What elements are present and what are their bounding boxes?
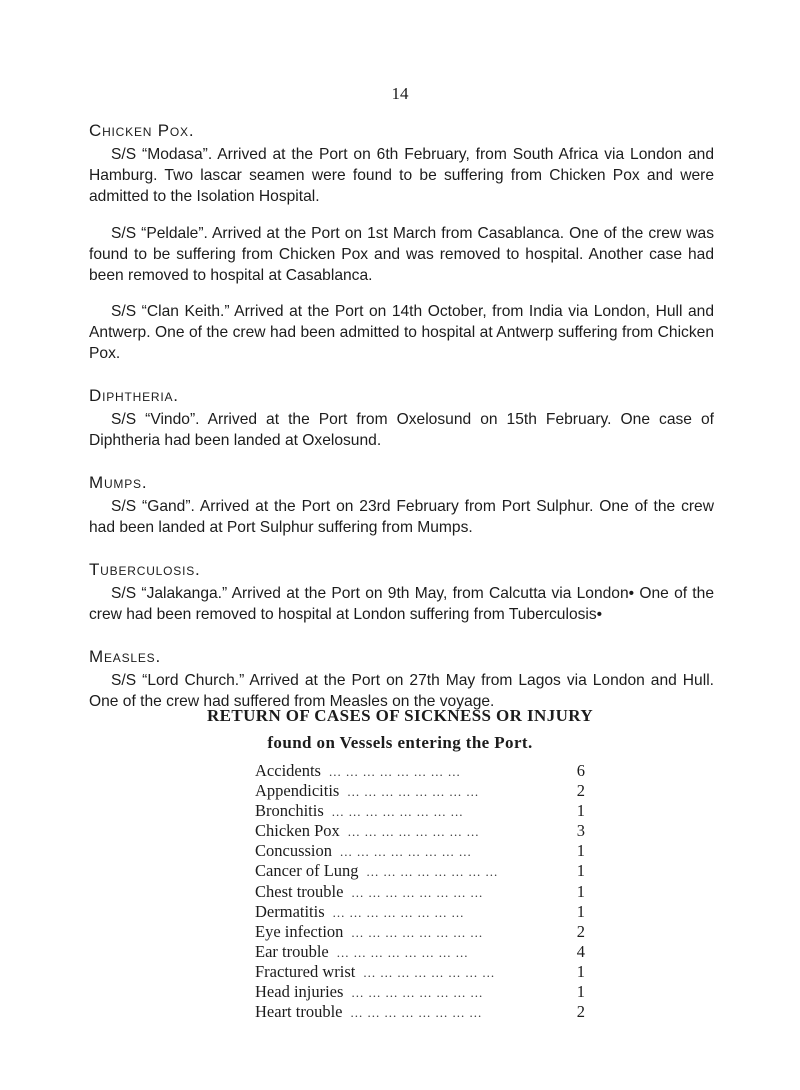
row-value: 4 [576,941,585,961]
dot-leader: ... ... ... ... ... ... ... ... [332,904,465,920]
row-value: 1 [576,961,585,981]
table-row [255,982,585,1002]
table-row [255,902,585,922]
row-label: Appendicitis [255,781,340,801]
row-label: Concussion [255,841,333,861]
case-paragraph: S/S “Jalakanga.” Arrived at the Port on 9th May, from Calcutta via London• One of the crew had been removed to hospital at London suffering from Tuberculosis• [89,585,714,624]
row-label: Fractured wrist [255,961,356,981]
dot-leader: ... ... ... ... ... ... ... ... [336,944,469,960]
dot-leader: ... ... ... ... ... ... ... ... [350,1005,483,1021]
return-table-subtitle: found on Vessels entering the Port. [267,733,533,752]
case-paragraph: S/S “Lord Church.” Arrived at the Port on 27th May from Lagos via London and Hull. One of the crew had suffered from Measles on the voyage. [89,672,714,711]
page-number: 14 [391,84,409,103]
table-row [255,882,585,902]
row-value: 6 [576,761,585,780]
case-paragraph: S/S “Vindo”. Arrived at the Port from Oxelosund on 15th February. One case of Diphtheria had been landed at Oxelosund. [89,411,714,450]
row-value: 2 [576,1002,585,1022]
table-row [255,942,585,962]
section-tuberculosis [89,559,714,625]
row-label: Heart trouble [255,1002,343,1022]
row-label: Ear trouble [255,941,329,961]
dot-leader: ... ... ... ... ... ... ... ... [331,804,464,820]
return-table-title: RETURN OF CASES OF SICKNESS OR INJURY [206,706,594,725]
dot-leader: ... ... ... ... ... ... ... ... [340,844,472,860]
dot-leader: ... ... ... ... ... ... ... ... [328,764,461,779]
dot-leader: ... ... ... ... ... ... ... ... [347,784,480,800]
dot-leader: ... ... ... ... ... ... ... ... [366,864,499,880]
row-label: Cancer of Lung [255,861,359,881]
table-row [255,962,585,982]
row-label: Accidents [255,761,321,780]
row-label: Eye infection [255,921,344,941]
case-paragraph: S/S “Gand”. Arrived at the Port on 23rd February from Port Sulphur. One of the crew had been landed at Port Sulphur suffering from Mumps. [89,498,714,537]
section-heading: Measles. [89,647,161,667]
table-row [255,861,585,881]
table-row [255,801,585,821]
section-diphtheria [89,385,714,451]
row-label: Chest trouble [255,881,344,901]
row-value: 1 [576,982,585,1002]
row-value: 1 [576,881,585,901]
section-heading: Tuberculosis. [89,560,201,580]
case-paragraph: S/S “Modasa”. Arrived at the Port on 6th February, from South Africa via London and Hamburg. Two lascar seamen were found to be suffering from Chicken Pox and were admitted to the Isolation Hospital. [89,146,714,205]
dot-leader: ... ... ... ... ... ... ... ... [363,964,496,980]
case-paragraph: S/S “Peldale”. Arrived at the Port on 1st March from Casablanca. One of the crew was found to be suffering from Chicken Pox and was removed to hospital. Another case had been removed to hospital at Casablanca. [89,224,714,284]
row-value: 1 [576,861,585,881]
row-value: 2 [576,921,585,941]
row-label: Bronchitis [255,801,324,821]
table-row [255,922,585,942]
row-label: Dermatitis [255,901,325,921]
dot-leader: ... ... ... ... ... ... ... ... [351,985,484,1001]
dot-leader: ... ... ... ... ... ... ... ... [351,884,484,900]
dot-leader: ... ... ... ... ... ... ... ... [347,824,480,840]
table-row [255,761,585,781]
row-value: 2 [576,781,585,801]
return-table [255,761,585,1022]
dot-leader: ... ... ... ... ... ... ... ... [351,924,484,940]
section-heading: Diphtheria. [89,386,179,406]
table-row [255,1002,585,1022]
table-row [255,841,585,861]
row-value: 1 [576,841,585,861]
section-mumps [89,472,714,538]
case-paragraph: S/S “Clan Keith.” Arrived at the Port on 14th October, from India via London, Hull and Antwerp. One of the crew had been admitted to hospital at Antwerp suffering from Chicken Pox. [89,303,714,363]
case-reports [89,120,714,733]
section-chicken-pox [89,120,714,364]
table-row [255,821,585,841]
section-heading: Mumps. [89,473,148,493]
row-label: Chicken Pox [255,821,340,841]
row-value: 1 [576,901,585,921]
section-heading: Chicken Pox. [89,121,195,140]
row-label: Head injuries [255,982,344,1002]
table-row [255,781,585,801]
row-value: 1 [576,801,585,821]
row-value: 3 [576,821,585,841]
